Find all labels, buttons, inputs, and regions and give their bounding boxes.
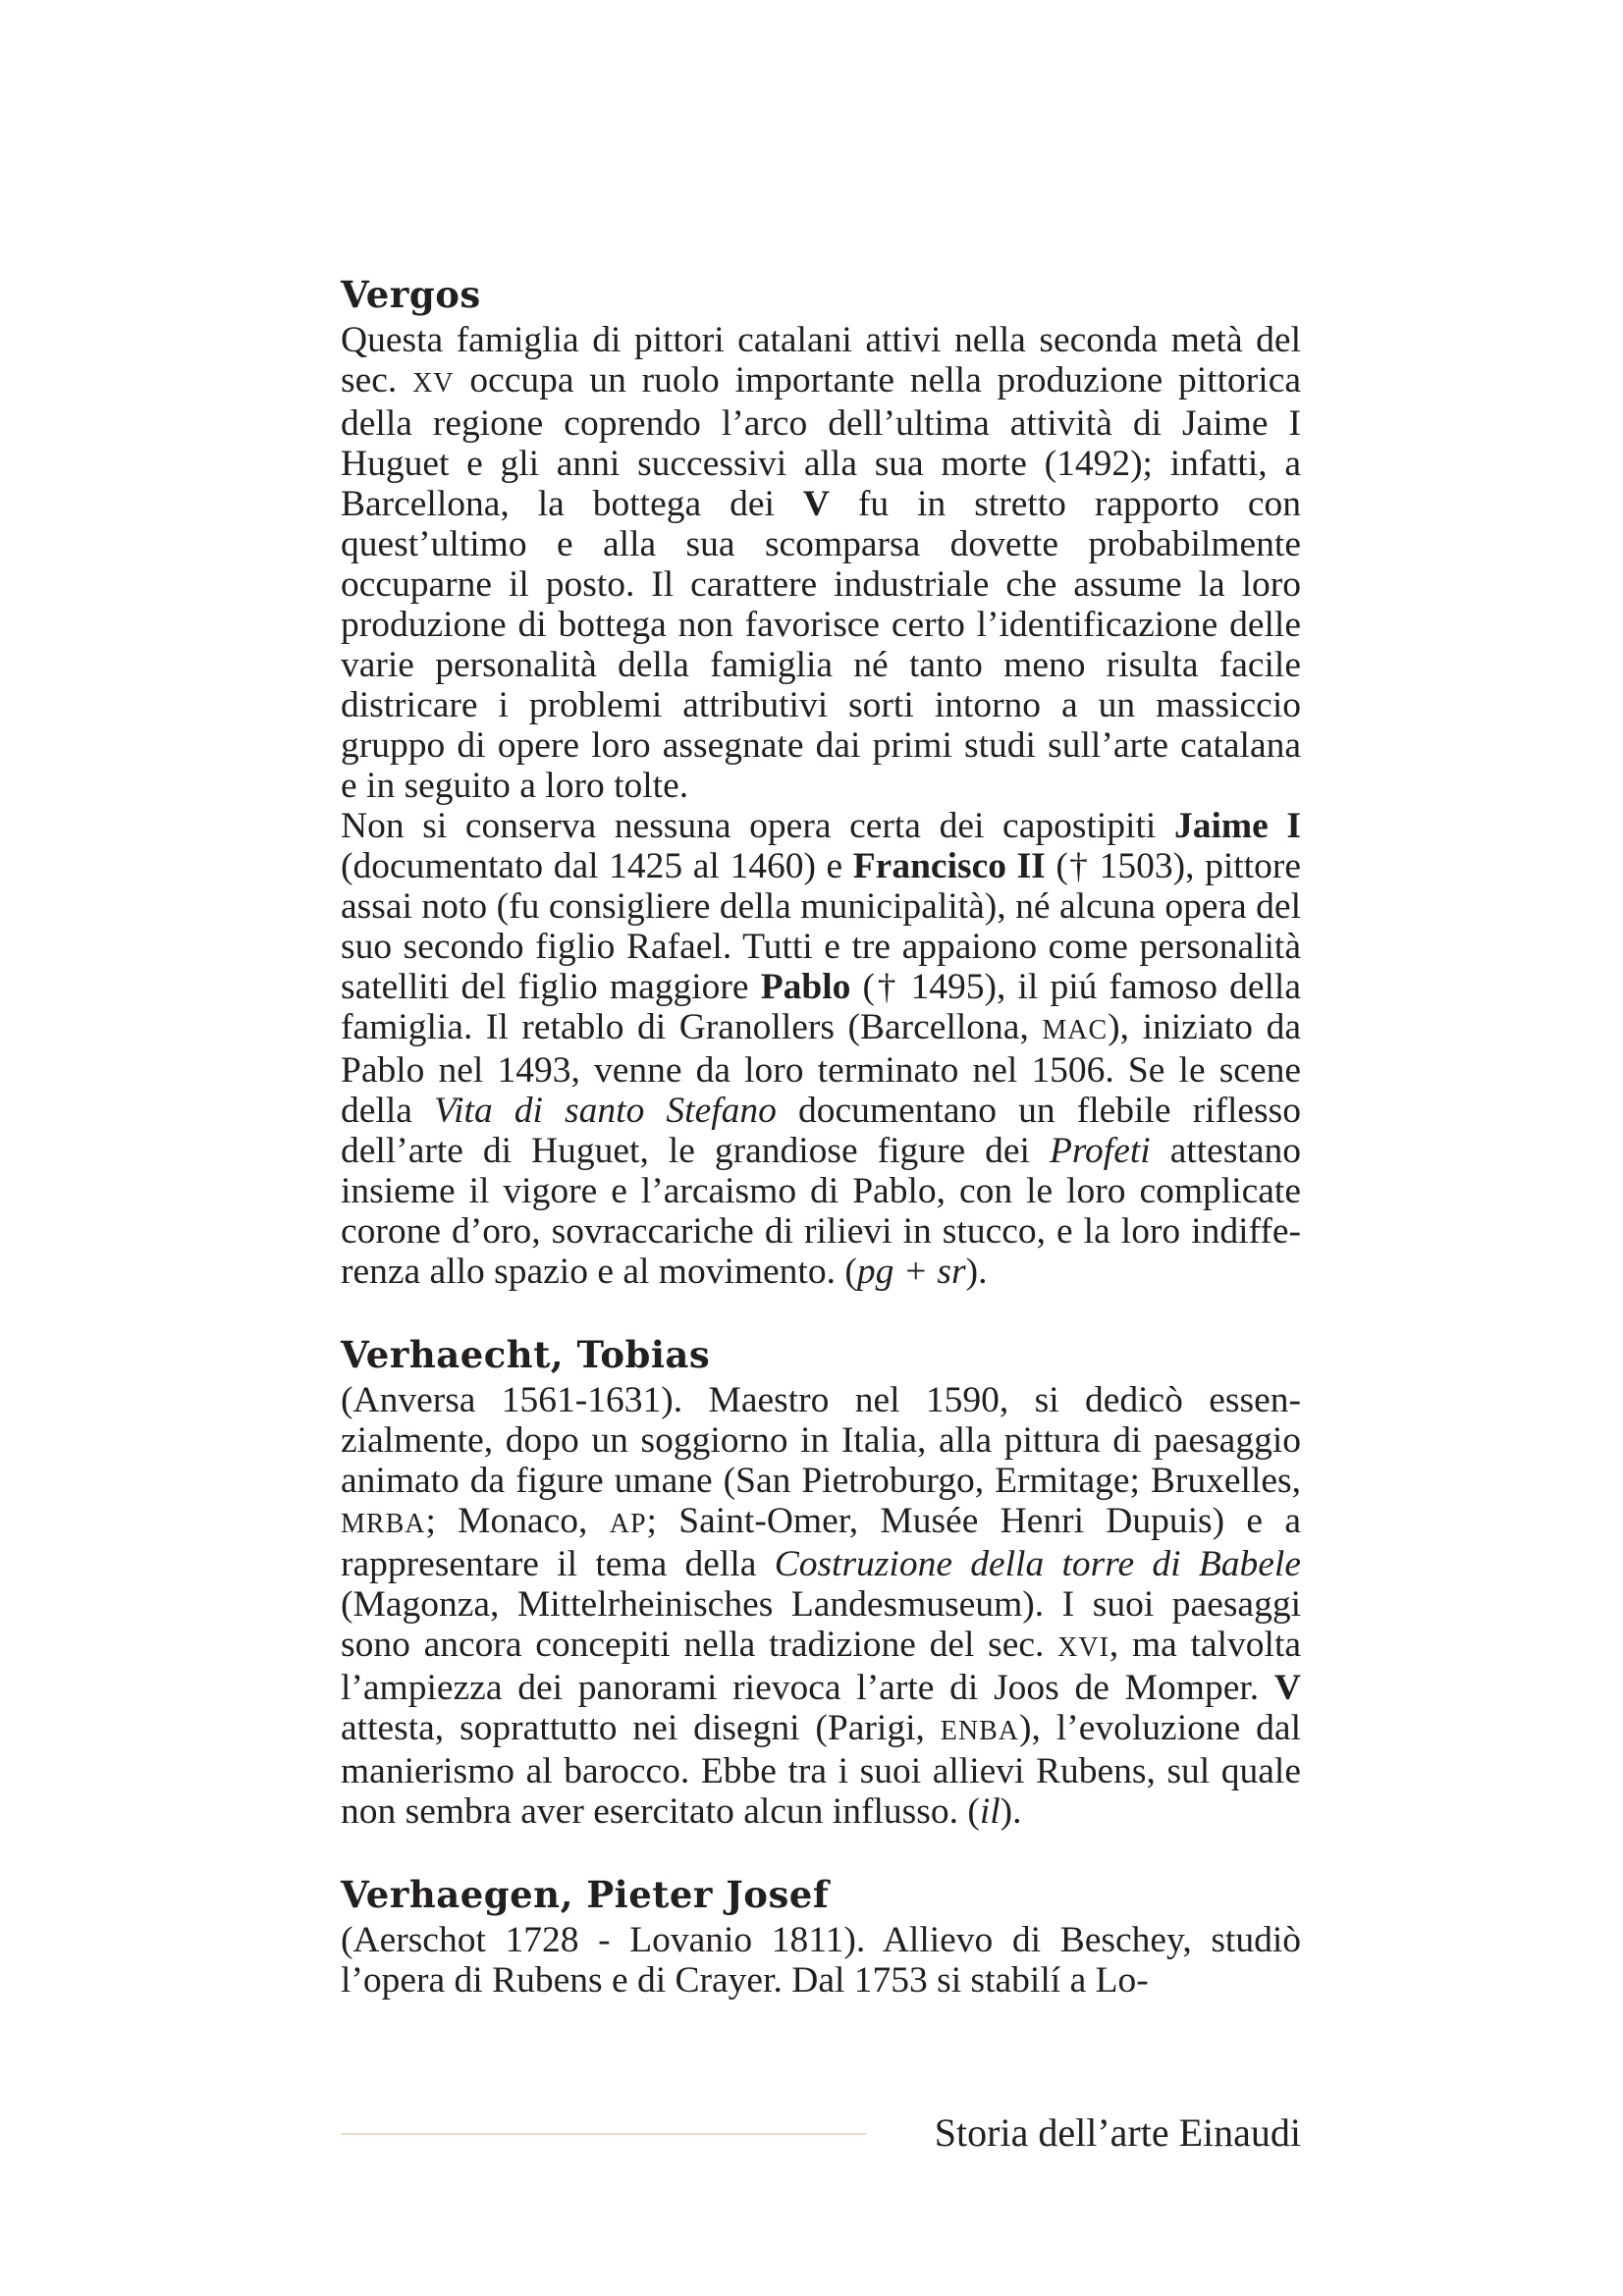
text-run: († 1503), pittore assai noto (fu consigliere della municipalità), né alcuna opera del suo secondo figlio Rafael. Tutti e tre appaiono come personalità satelliti del figlio maggiore [341,846,1301,1007]
text-run: Costruzione della torre di Babele [774,1544,1301,1584]
page-footer [341,2109,1301,2158]
text-run: ). [1000,1791,1022,1832]
text-run: documentano un flebile riflesso dell’arte di Huguet, le grandiose figure dei [341,1091,1301,1171]
entry-vergos [341,273,1301,1292]
text-run: MRBA [341,1509,426,1539]
footer-publisher-text: Storia dell’arte Einaudi [934,2110,1301,2155]
text-run: ), l’evoluzione dal manierismo al barocco. Ebbe tra i suoi allievi Rubens, sul quale non sembra aver esercitato alcun influsso. ( [341,1708,1301,1832]
document-body [341,273,1301,2001]
entry-paragraph [341,1920,1301,2001]
text-run: XVI [1057,1632,1109,1663]
text-run: fu in stretto rapporto con quest’ultimo e alla sua scomparsa dovette probabilmente occuparne il posto. Il carattere industriale che assume la loro produzione di bottega non favorisce certo l’identificazione delle varie personalità della famiglia né tanto meno risulta facile districare i problemi attributivi sorti intorno a un massiccio gruppo di opere loro assegnate dai primi studi sull’arte catalana e in seguito a loro tolte. [341,484,1301,806]
text-run: Non si conserva nessuna opera certa dei capostipiti [341,806,1174,846]
text-run: AP [609,1509,647,1539]
text-run: (Magonza, Mittelrheinisches Landesmuseum). I suoi paesaggi sono ancora concepiti nella tradizione del sec. [341,1584,1301,1665]
text-run: XV [412,368,455,399]
entry-title: Verhaecht, Tobias [341,1333,711,1376]
text-run: Pablo [760,967,851,1007]
text-run: Vita di santo Stefano [433,1091,777,1131]
text-run: (Aerschot 1728 - Lovanio 1811). Allievo di Beschey, studiò l’opera di Rubens e di Crayer. Dal 1753 si stabilí a Lo- [341,1920,1301,2001]
text-run: MAC [1042,1015,1109,1045]
text-run: Profeti [1049,1131,1151,1171]
entry-title: Vergos [341,273,481,316]
entry-body [341,1920,1301,2001]
text-run: ). [965,1252,988,1292]
entry-paragraph [341,806,1301,1292]
entry-verhaegen-pieter-josef [341,1873,1301,2001]
text-run: , ma talvolta l’ampiezza dei panorami rievoca l’arte di Joos de Momper. [341,1625,1302,1708]
text-run: pg + sr [856,1252,966,1292]
text-run: (documentato dal 1425 al 1460) e [341,846,853,886]
text-run: Francisco II [852,846,1046,886]
text-run: il [979,1791,1001,1832]
text-run: ENBA [940,1716,1020,1746]
text-run: V [802,484,830,524]
text-run: V [1273,1668,1301,1708]
text-run: occupa un ruolo importante nella produzione pittorica della regione coprendo l’arco dell’ultima attività di Jaime I Huguet e gli anni successivi alla sua morte (1492); infatti, a Barcellona, la bottega dei [341,360,1301,524]
entry-verhaecht-tobias [341,1333,1301,1832]
text-run: ), iniziato da Pablo nel 1493, venne da loro terminato nel 1506. Se le scene della [341,1007,1301,1131]
text-run: attestano insieme il vigore e l’arcaismo di Pablo, con le loro complicate corone d’oro, sovraccariche di rilievi in stucco, e la loro indifferenza allo spazio e al movimento. ( [341,1131,1301,1292]
text-run: (Anversa 1561-1631). Maestro nel 1590, si dedicò essenzialmente, dopo un soggiorno in Italia, alla pittura di paesaggio animato da figure umane (San Pietroburgo, Ermitage; Bruxelles, [341,1380,1301,1501]
text-run: ; Saint-Omer, Musée Henri Dupuis) e a rappresentare il tema della [341,1501,1301,1584]
footer-rule [341,2133,866,2135]
entry-body [341,320,1301,1292]
text-run: ; Monaco, [425,1501,610,1541]
entry-paragraph [341,320,1301,806]
entry-title: Verhaegen, Pieter Josef [341,1873,830,1916]
text-run: († 1495), il piú famoso della famiglia. Il retablo di Granollers (Barcellona, [341,967,1301,1047]
text-run: attesta, soprattutto nei disegni (Parigi, [341,1708,941,1748]
text-run: Questa famiglia di pittori catalani attivi nella seconda metà del sec. [341,320,1301,400]
text-run: Jaime I [1173,806,1301,846]
entry-body [341,1380,1301,1832]
entry-paragraph [341,1380,1301,1832]
